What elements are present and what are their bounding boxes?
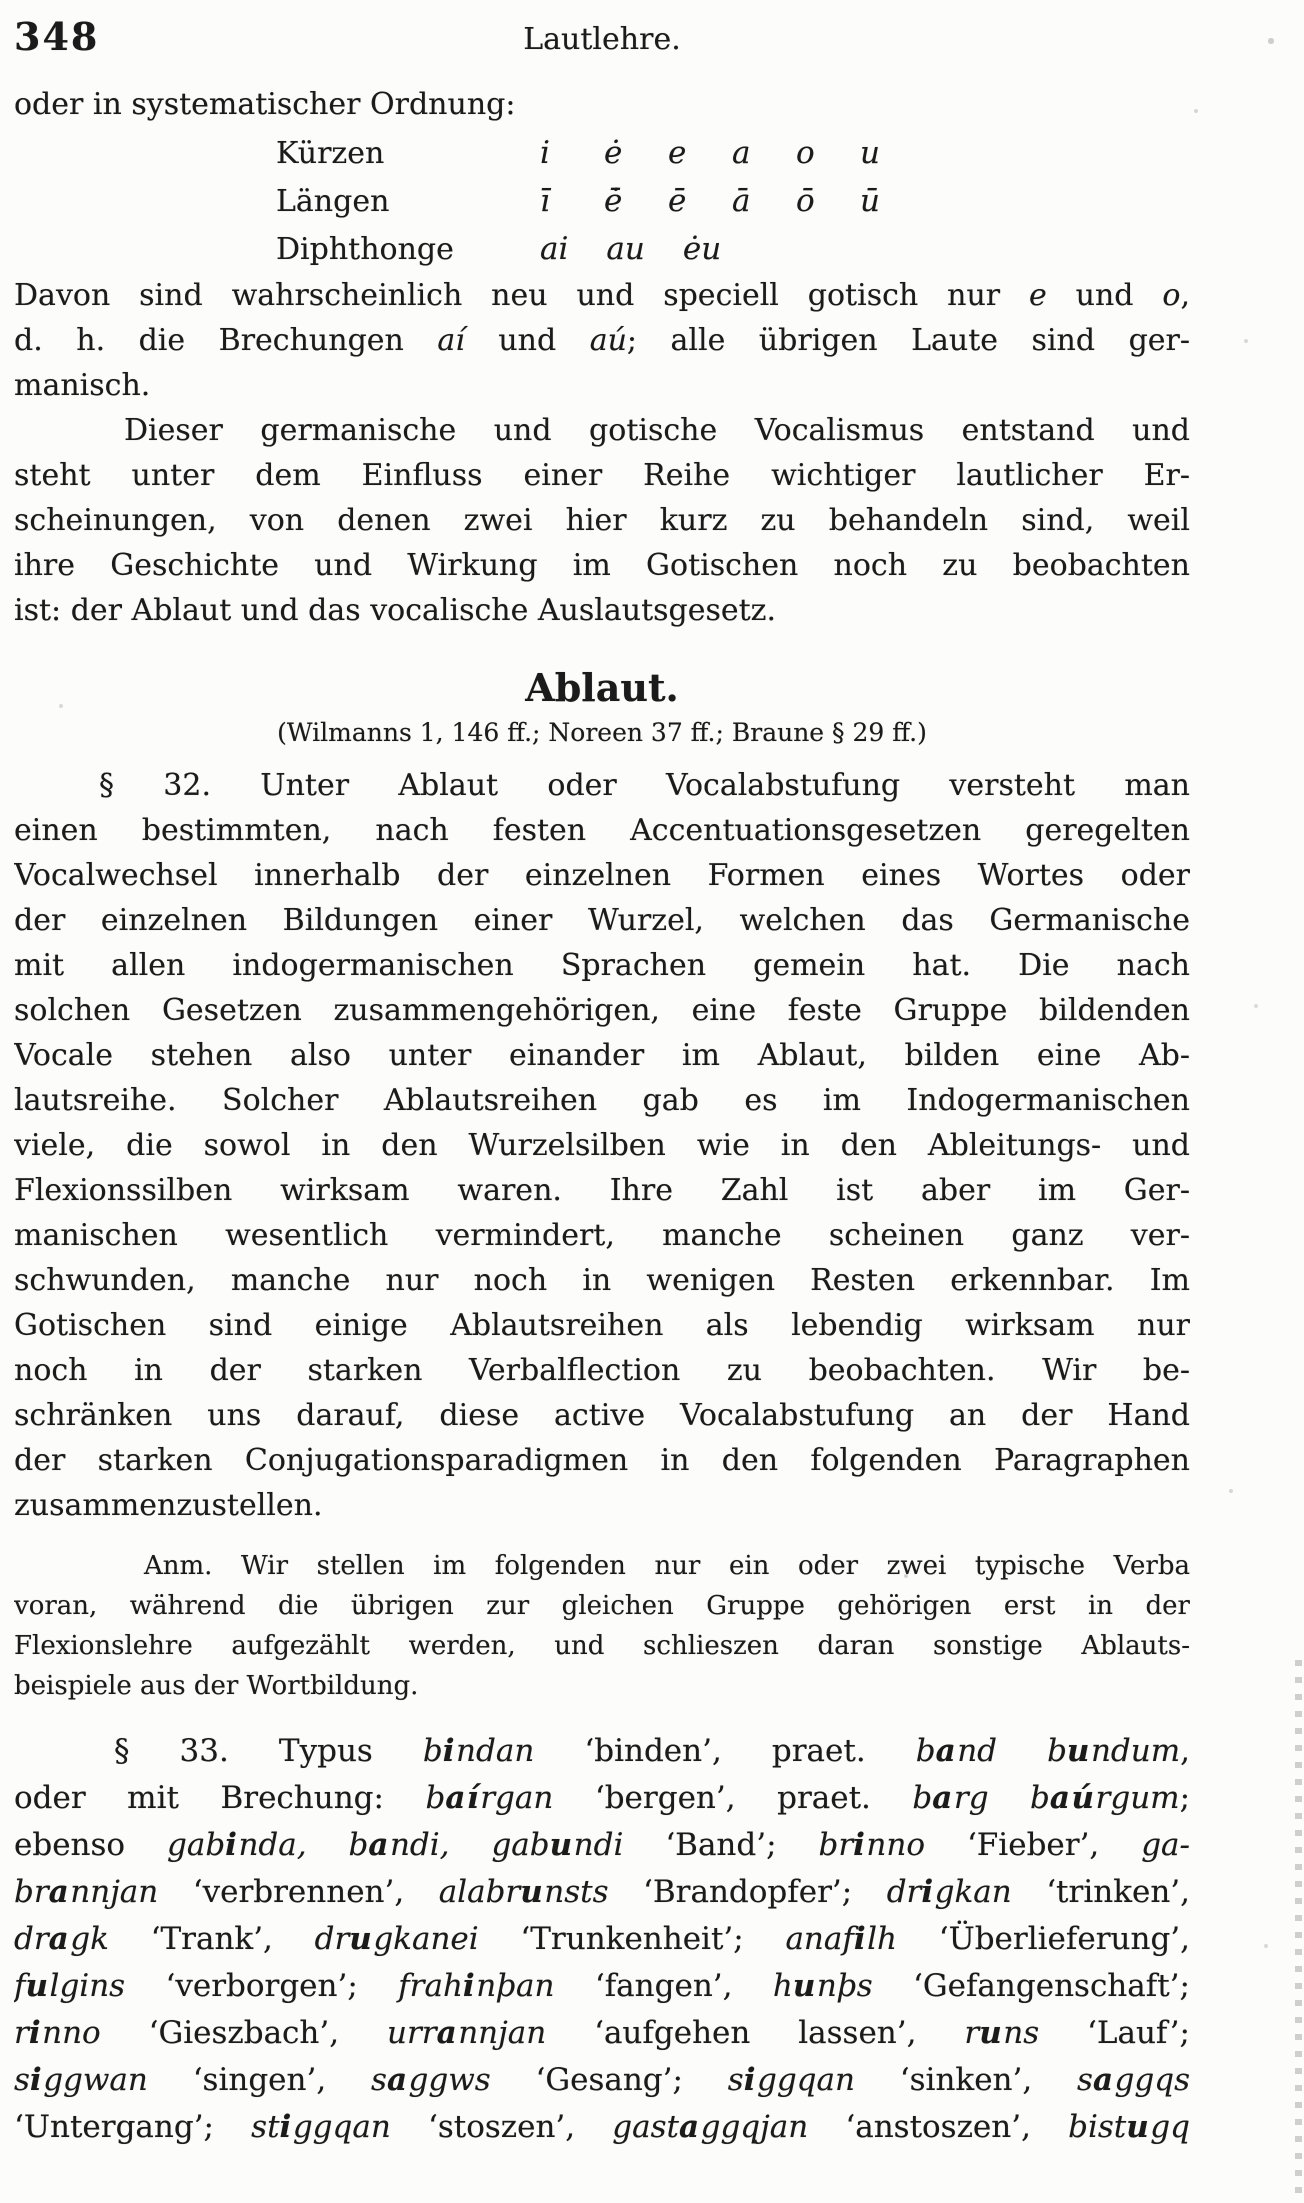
gothic-word-run: a bbox=[679, 2109, 701, 2145]
gothic-word-run: nnjan bbox=[458, 2015, 547, 2051]
vowel-symbol: ī bbox=[540, 183, 550, 219]
gothic-word-run: nda, b bbox=[238, 1827, 369, 1863]
gothic-word-run: nsts bbox=[544, 1874, 609, 1910]
gothic-word-run: nnjan bbox=[70, 1874, 159, 1910]
text-run: ‘sinken’, bbox=[854, 2062, 1078, 2098]
text-line bbox=[14, 1168, 1190, 1213]
text-run: noch in der starken Verbalflection zu beobachten. Wir be- bbox=[14, 1353, 1190, 1388]
text-run: ‘verborgen’; bbox=[125, 1968, 399, 2004]
text-line bbox=[14, 898, 1190, 943]
text-line bbox=[14, 853, 1190, 898]
text-run: oder mit Brechung: bbox=[14, 1780, 426, 1816]
text-run: ‘stoszen’, bbox=[390, 2109, 613, 2145]
gothic-word-run: aú bbox=[1049, 1780, 1096, 1816]
gothic-word-run: a bbox=[386, 2062, 409, 2098]
gothic-word-run: nþs bbox=[816, 1968, 873, 2004]
text-run: Flexionssilben wirksam waren. Ihre Zahl ist aber im Ger- bbox=[14, 1173, 1190, 1208]
gothic-word-run: i bbox=[442, 1733, 457, 1769]
vowel-symbol: e bbox=[668, 135, 687, 171]
gothic-word-run: a bbox=[48, 1874, 71, 1910]
gothic-word-run: aú bbox=[589, 323, 627, 358]
gothic-word-run: anaf bbox=[785, 1921, 854, 1957]
text-run: ‘singen’, bbox=[147, 2062, 372, 2098]
gothic-word-run: u bbox=[520, 1874, 545, 1910]
gothic-word-run: nno bbox=[866, 1827, 926, 1863]
gothic-word-run: i bbox=[279, 2109, 293, 2145]
text-line bbox=[14, 1822, 1190, 1869]
text-run: steht unter dem Einfluss einer Reihe wichtiger lautlicher Er- bbox=[14, 458, 1190, 493]
gothic-word-run: b bbox=[915, 1733, 936, 1769]
gothic-word-run: gast bbox=[612, 2109, 679, 2145]
text-line bbox=[14, 588, 1190, 633]
text-run: ; bbox=[1179, 1780, 1190, 1816]
gothic-word-run: i bbox=[28, 2015, 43, 2051]
gothic-word-run: r bbox=[14, 2015, 29, 2051]
gothic-word-run: frah bbox=[398, 1968, 463, 2004]
text-run: ‘fangen’, bbox=[554, 1968, 773, 2004]
gothic-word-run: dr bbox=[314, 1921, 350, 1957]
vowel-symbol: ū bbox=[860, 183, 880, 219]
text-run: Vocale stehen also unter einander im Ablaut, bilden eine Ab- bbox=[14, 1038, 1190, 1073]
text-line bbox=[14, 1916, 1190, 1963]
text-line bbox=[14, 1586, 1190, 1626]
gothic-word-run: ga- bbox=[1141, 1827, 1190, 1863]
text-run: ‘Gefangenschaft’; bbox=[872, 1968, 1190, 2004]
text-run: Davon sind wahrscheinlich neu und speciell gotisch nur bbox=[14, 278, 1029, 313]
running-head: Lautlehre. bbox=[523, 22, 681, 57]
gothic-word-run: i bbox=[225, 1827, 239, 1863]
text-run: einen bestimmten, nach festen Accentuationsgesetzen geregelten bbox=[14, 813, 1190, 848]
gothic-word-run: gk bbox=[70, 1921, 109, 1957]
gothic-word-run: h bbox=[772, 1968, 793, 2004]
section-heading: Ablaut. bbox=[525, 665, 679, 710]
gothic-word-run: e bbox=[1029, 278, 1047, 313]
gothic-word-run: ndi, gab bbox=[389, 1827, 550, 1863]
text-run: und bbox=[1046, 278, 1163, 313]
paragraph-anmerkung bbox=[0, 1546, 1304, 1706]
text-line bbox=[14, 453, 1190, 498]
text-run: schränken uns darauf, diese active Vocalabstufung an der Hand bbox=[14, 1398, 1190, 1433]
gothic-word-run: br bbox=[14, 1874, 49, 1910]
gothic-word-run: ggqs bbox=[1114, 2062, 1190, 2098]
paragraph-continuation bbox=[0, 273, 1304, 408]
gothic-word-run: a bbox=[935, 1733, 958, 1769]
gothic-word-run: nno bbox=[42, 2015, 101, 2051]
text-run: manischen wesentlich vermindert, manche scheinen ganz ver- bbox=[14, 1218, 1190, 1253]
text-run: d. h. die Brechungen bbox=[14, 323, 438, 358]
text-run: , bbox=[1180, 278, 1190, 313]
gothic-word-run: a bbox=[436, 2015, 459, 2051]
gothic-word-run: gq bbox=[1150, 2109, 1190, 2145]
text-line bbox=[14, 1775, 1190, 1822]
gothic-word-run: aí bbox=[437, 323, 465, 358]
gothic-word-run: s bbox=[371, 2062, 387, 2098]
gothic-word-run: i bbox=[853, 1921, 868, 1957]
text-run: ‘Gieszbach’, bbox=[100, 2015, 387, 2051]
text-line bbox=[14, 1078, 1190, 1123]
vowel-symbol: ē bbox=[668, 183, 687, 219]
text-line bbox=[14, 318, 1190, 363]
text-run: schwunden, manche nur noch in wenigen Resten erkennbar. Im bbox=[14, 1263, 1190, 1298]
gothic-word-run: ggwan bbox=[43, 2062, 148, 2098]
text-run: solchen Gesetzen zusammengehörigen, eine feste Gruppe bildenden bbox=[14, 993, 1190, 1028]
gothic-word-run: gkanei bbox=[373, 1921, 479, 1957]
gothic-word-run: ggqan bbox=[292, 2109, 391, 2145]
gothic-word-run: rgan bbox=[480, 1780, 554, 1816]
text-line bbox=[14, 2057, 1190, 2104]
text-run: § 33. Typus bbox=[114, 1733, 423, 1769]
gothic-word-run: ndan bbox=[456, 1733, 535, 1769]
vowel-symbol: ė bbox=[604, 135, 623, 171]
gothic-word-run: ggws bbox=[408, 2062, 491, 2098]
text-run: ‘Trank’, bbox=[108, 1921, 315, 1957]
vowel-symbol: u bbox=[860, 135, 880, 171]
text-run: beispiele aus der Wortbildung. bbox=[14, 1671, 419, 1701]
gothic-word-run: o bbox=[1162, 278, 1181, 313]
text-run: § 32. Unter Ablaut oder Vocalabstufung versteht man bbox=[99, 768, 1190, 803]
text-run: ‘aufgehen lassen’, bbox=[546, 2015, 965, 2051]
vowel-symbol: ā bbox=[732, 183, 751, 219]
text-run: ist: der Ablaut und das vocalische Auslautsgesetz. bbox=[14, 593, 777, 628]
gothic-word-run: gkan bbox=[934, 1874, 1012, 1910]
gothic-word-run: i bbox=[853, 1827, 867, 1863]
text-line bbox=[14, 1033, 1190, 1078]
gothic-word-run: rg b bbox=[953, 1780, 1050, 1816]
vowel-row-label: Längen bbox=[276, 184, 390, 219]
gothic-word-run: s bbox=[1077, 2062, 1093, 2098]
vowel-symbol: ō bbox=[796, 183, 815, 219]
text-line bbox=[14, 363, 1190, 408]
gothic-word-run: lgins bbox=[49, 1968, 126, 2004]
text-line bbox=[14, 1258, 1190, 1303]
text-run: der einzelnen Bildungen einer Wurzel, welchen das Germanische bbox=[14, 903, 1190, 938]
gothic-word-run: s bbox=[727, 2062, 744, 2098]
text-run: ebenso bbox=[14, 1827, 167, 1863]
page-number: 348 bbox=[14, 14, 100, 59]
gothic-word-run: i bbox=[743, 2062, 757, 2098]
gothic-word-run: dr bbox=[886, 1874, 922, 1910]
page-header bbox=[0, 0, 1304, 70]
vowel-table-row bbox=[14, 225, 1190, 273]
text-run: ; alle übrigen Laute sind ger- bbox=[626, 323, 1190, 358]
text-run: ‘Brandopfer’; bbox=[608, 1874, 887, 1910]
text-line bbox=[14, 1666, 1190, 1706]
gothic-word-run: a bbox=[932, 1780, 954, 1816]
text-line bbox=[14, 408, 1190, 453]
vowel-row-label: Kürzen bbox=[276, 136, 385, 171]
text-line bbox=[14, 1546, 1190, 1586]
text-run: und bbox=[464, 323, 590, 358]
text-run: ‘binden’, praet. bbox=[534, 1733, 916, 1769]
gothic-word-run: nd b bbox=[957, 1733, 1067, 1769]
text-line bbox=[14, 1213, 1190, 1258]
gothic-word-run: ns bbox=[1003, 2015, 1040, 2051]
gothic-word-run: gab bbox=[167, 1827, 226, 1863]
gothic-word-run: ndum bbox=[1090, 1733, 1181, 1769]
gothic-word-run: bist bbox=[1068, 2109, 1127, 2145]
vowel-symbol: ė̄ bbox=[604, 183, 623, 219]
gothic-word-run: ggqan bbox=[756, 2062, 855, 2098]
text-run: ‘Band’; bbox=[623, 1827, 819, 1863]
gothic-word-run: aí bbox=[445, 1780, 481, 1816]
text-run: ‘Untergang’; bbox=[14, 2109, 252, 2145]
vowel-symbol: au bbox=[606, 231, 645, 267]
vowel-symbol: i bbox=[540, 135, 550, 171]
gothic-word-run: u bbox=[25, 1968, 50, 2004]
text-run: ‘Überlieferung’, bbox=[897, 1921, 1190, 1957]
gothic-word-run: lh bbox=[867, 1921, 898, 1957]
text-run: manisch. bbox=[14, 368, 151, 403]
gothic-word-run: nþan bbox=[476, 1968, 555, 2004]
vowel-symbol: a bbox=[732, 135, 751, 171]
text-run: viele, die sowol in den Wurzelsilben wie in den Ableitungs- und bbox=[14, 1128, 1190, 1163]
gothic-word-run: ndi bbox=[573, 1827, 624, 1863]
gothic-word-run: ggqjan bbox=[700, 2109, 809, 2145]
gothic-word-run: u bbox=[549, 1827, 574, 1863]
gothic-word-run: u bbox=[1126, 2109, 1151, 2145]
paragraph-33 bbox=[0, 1728, 1304, 2151]
text-run: ‘trinken’, bbox=[1011, 1874, 1190, 1910]
gothic-word-run: s bbox=[14, 2062, 30, 2098]
gothic-word-run: b bbox=[422, 1733, 443, 1769]
text-line bbox=[14, 1348, 1190, 1393]
vowel-symbol: o bbox=[796, 135, 815, 171]
gothic-word-run: br bbox=[818, 1827, 854, 1863]
text-run: , bbox=[1180, 1733, 1190, 1769]
vowel-table-row bbox=[14, 129, 1190, 177]
gothic-word-run: u bbox=[792, 1968, 817, 2004]
text-line bbox=[14, 498, 1190, 543]
text-line bbox=[14, 2104, 1190, 2151]
gothic-word-run: u bbox=[349, 1921, 374, 1957]
text-run: ‘Gesang’; bbox=[490, 2062, 728, 2098]
text-run: ‘Trunkenheit’; bbox=[478, 1921, 786, 1957]
text-run: ‘anstoszen’, bbox=[808, 2109, 1069, 2145]
gothic-word-run: alabr bbox=[438, 1874, 521, 1910]
text-run: Gotischen sind einige Ablautsreihen als lebendig wirksam nur bbox=[14, 1308, 1190, 1343]
text-run: scheinungen, von denen zwei hier kurz zu behandeln sind, weil bbox=[14, 503, 1190, 538]
paragraph-32 bbox=[0, 763, 1304, 1528]
text-run: Flexionslehre aufgezählt werden, und schlieszen daran sonstige Ablauts- bbox=[14, 1631, 1190, 1661]
text-line bbox=[14, 1393, 1190, 1438]
text-line bbox=[14, 1483, 1190, 1528]
gothic-word-run: i bbox=[921, 1874, 935, 1910]
vowel-symbol: ai bbox=[540, 231, 569, 267]
gothic-word-run: u bbox=[979, 2015, 1004, 2051]
text-line bbox=[14, 763, 1190, 808]
gothic-word-run: st bbox=[251, 2109, 280, 2145]
text-run: ‘Fieber’, bbox=[925, 1827, 1142, 1863]
text-line bbox=[14, 1438, 1190, 1483]
text-run: ihre Geschichte und Wirkung im Gotischen noch zu beobachten bbox=[14, 548, 1190, 583]
text-line bbox=[14, 1123, 1190, 1168]
gothic-word-run: urr bbox=[387, 2015, 437, 2051]
text-line bbox=[14, 1303, 1190, 1348]
gothic-word-run: b bbox=[912, 1780, 933, 1816]
text-line bbox=[14, 1963, 1190, 2010]
text-line bbox=[14, 543, 1190, 588]
text-line bbox=[14, 1869, 1190, 1916]
text-run: Dieser germanische und gotische Vocalismus entstand und bbox=[124, 413, 1190, 448]
vowel-row-label: Diphthonge bbox=[276, 232, 454, 267]
text-run: voran, während die übrigen zur gleichen Gruppe gehörigen erst in der bbox=[14, 1591, 1190, 1621]
section-references: (Wilmanns 1, 146 ff.; Noreen 37 ff.; Braune § 29 ff.) bbox=[277, 718, 927, 747]
gothic-word-run: u bbox=[1066, 1733, 1091, 1769]
text-line bbox=[14, 988, 1190, 1033]
paragraph-vocalismus bbox=[0, 408, 1304, 633]
text-run: zusammenzustellen. bbox=[14, 1488, 323, 1523]
intro-line: oder in systematischer Ordnung: bbox=[14, 87, 516, 122]
vowel-table bbox=[0, 129, 1304, 273]
gothic-word-run: a bbox=[368, 1827, 390, 1863]
text-run: ‘Lauf’; bbox=[1039, 2015, 1190, 2051]
text-run: lautsreihe. Solcher Ablautsreihen gab es im Indogermanischen bbox=[14, 1083, 1190, 1118]
gothic-word-run: b bbox=[425, 1780, 446, 1816]
scan-speckles bbox=[0, 0, 2, 2]
text-run: Anm. Wir stellen im folgenden nur ein oder zwei typische Verba bbox=[144, 1551, 1190, 1581]
text-line bbox=[14, 808, 1190, 853]
text-line bbox=[14, 1728, 1190, 1775]
text-run: ‘bergen’, praet. bbox=[553, 1780, 913, 1816]
gothic-word-run: a bbox=[1092, 2062, 1115, 2098]
text-run: mit allen indogermanischen Sprachen gemein hat. Die nach bbox=[14, 948, 1190, 983]
gothic-word-run: rgum bbox=[1095, 1780, 1180, 1816]
vowel-symbol: ėu bbox=[682, 231, 722, 267]
text-line bbox=[14, 273, 1190, 318]
text-line bbox=[14, 2010, 1190, 2057]
vowel-table-row bbox=[14, 177, 1190, 225]
text-run: ‘verbrennen’, bbox=[158, 1874, 439, 1910]
text-run: der starken Conjugationsparadigmen in den folgenden Paragraphen bbox=[14, 1443, 1190, 1478]
gothic-word-run: a bbox=[48, 1921, 71, 1957]
gothic-word-run: i bbox=[462, 1968, 477, 2004]
gothic-word-run: dr bbox=[14, 1921, 49, 1957]
gothic-word-run: f bbox=[14, 1968, 26, 2004]
text-line bbox=[14, 943, 1190, 988]
scan-edge-artifact bbox=[1295, 1660, 1302, 2200]
gothic-word-run: r bbox=[964, 2015, 980, 2051]
gothic-word-run: i bbox=[29, 2062, 44, 2098]
text-line bbox=[14, 1626, 1190, 1666]
text-run: Vocalwechsel innerhalb der einzelnen Formen eines Wortes oder bbox=[14, 858, 1190, 893]
